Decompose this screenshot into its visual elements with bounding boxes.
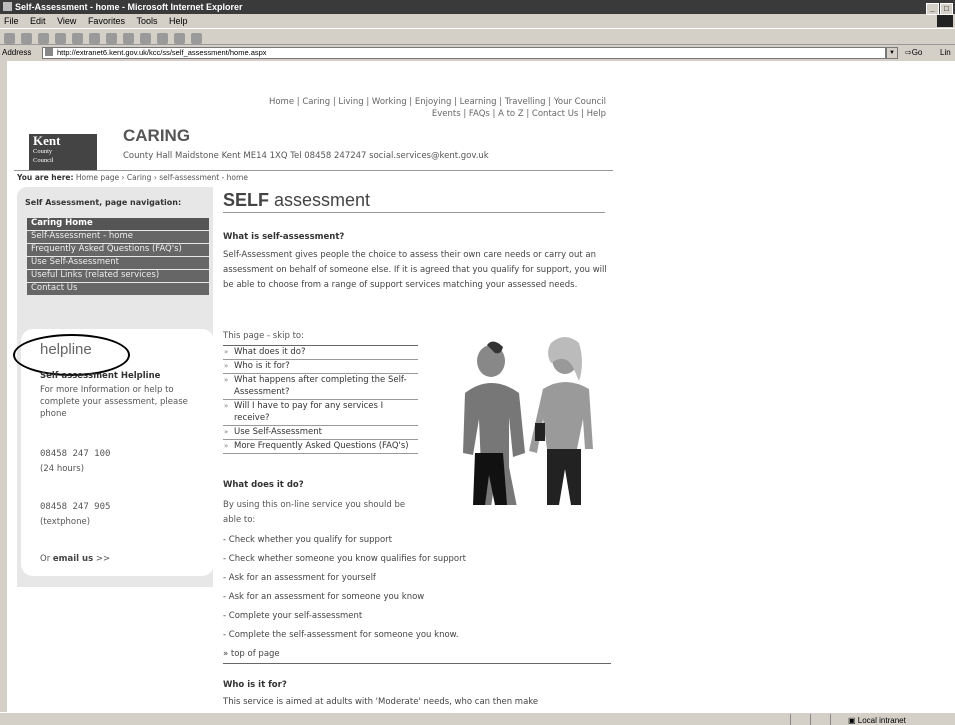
capability-item: - Ask for an assessment for someone you know	[223, 592, 425, 602]
nav-self-assessment-home[interactable]: Self-Assessment - home	[27, 231, 209, 244]
address-label: Address	[2, 48, 32, 57]
go-button[interactable]: ⇨Go	[905, 48, 923, 57]
address-bar	[0, 45, 955, 60]
what-does-text: By using this on-line service you should be able to:	[223, 500, 406, 525]
status-divider	[810, 714, 811, 725]
print-icon[interactable]	[157, 33, 168, 44]
who-is-it-for-heading: Who is it for?	[223, 680, 287, 690]
what-is-heading: What is self-assessment?	[223, 232, 345, 242]
nav-caring-home[interactable]: Caring Home	[27, 218, 209, 231]
section-title: CARING	[123, 126, 191, 145]
ie-icon	[3, 2, 12, 11]
nav-useful-links[interactable]: Useful Links (related services)	[27, 270, 209, 283]
menu-view[interactable]: View	[57, 16, 77, 26]
go-label: Go	[911, 48, 923, 57]
helpline-title: Self assessment Helpline	[40, 371, 161, 381]
zone-label: Local intranet	[857, 716, 906, 725]
page-navigation	[27, 218, 209, 296]
address-input[interactable]	[42, 47, 886, 59]
email-prefix: Or	[40, 554, 53, 564]
back-icon[interactable]	[4, 33, 15, 44]
menu-bar	[0, 14, 955, 29]
contact-address: County Hall Maidstone Kent ME14 1XQ Tel 08458 247247 social.services@kent.gov.uk	[123, 151, 489, 161]
skip-link[interactable]: » Will I have to pay for any services I receive?	[223, 400, 418, 426]
status-bar	[0, 712, 955, 725]
capability-item: - Ask for an assessment for yourself	[223, 573, 376, 583]
people-photo	[439, 333, 611, 505]
page-title-rest: assessment	[269, 190, 371, 210]
email-link-text[interactable]: email us	[52, 554, 94, 564]
breadcrumb-label: You are here:	[17, 173, 74, 182]
skip-link[interactable]: » What happens after completing the Self-Assessment?	[223, 374, 418, 400]
top-navigation[interactable]: Home | Caring | Living | Working | Enjoying | Learning | Travelling | Your Council	[268, 97, 606, 107]
zone-indicator: ▣ Local intranet	[848, 716, 906, 725]
window-title: Self-Assessment - home - Microsoft Internet Explorer	[15, 2, 243, 12]
minimize-button[interactable]: _	[926, 3, 939, 15]
skip-link[interactable]: » What does it do?	[223, 346, 418, 360]
what-does-heading: What does it do?	[223, 480, 304, 490]
skip-to-label: This page - skip to:	[223, 331, 304, 341]
breadcrumb	[17, 173, 248, 182]
status-divider	[830, 714, 831, 725]
capability-item: - Complete your self-assessment	[223, 611, 363, 621]
nav-faqs[interactable]: Frequently Asked Questions (FAQ's)	[27, 244, 209, 257]
helpline-phone-1: 08458 247 100	[40, 449, 111, 459]
logo-council-text: Council	[33, 157, 54, 164]
breadcrumb-path[interactable]: Home page › Caring › self-assessment - home	[73, 173, 248, 182]
nav-use-self-assessment[interactable]: Use Self-Assessment	[27, 257, 209, 270]
skip-link[interactable]: » Use Self-Assessment	[223, 426, 418, 440]
logo-kent-text: Kent	[33, 133, 61, 148]
capability-item: - Complete the self-assessment for someone you know.	[223, 630, 459, 640]
address-dropdown-icon[interactable]: ▼	[886, 47, 898, 59]
menu-favorites[interactable]: Favorites	[87, 16, 125, 26]
status-divider	[790, 714, 791, 725]
links-button[interactable]: Lin	[940, 48, 951, 57]
header-divider	[14, 170, 613, 171]
helpline-phone-2-note: (textphone)	[40, 517, 91, 527]
page-navigation-title: Self Assessment, page navigation:	[25, 198, 182, 207]
page-title	[223, 190, 370, 211]
maximize-button[interactable]: □	[940, 3, 953, 15]
section-divider	[223, 663, 611, 664]
toolbar	[0, 29, 955, 45]
helpline-highlight-ellipse	[13, 334, 130, 376]
window-controls	[925, 1, 953, 15]
menu-edit[interactable]: Edit	[30, 16, 46, 26]
capability-item: - Check whether you qualify for support	[223, 535, 392, 545]
edit-icon[interactable]	[174, 33, 185, 44]
discuss-icon[interactable]	[191, 33, 202, 44]
menu-tools[interactable]: Tools	[136, 16, 158, 26]
helpline-heading: helpline	[40, 341, 92, 358]
stop-icon[interactable]	[38, 33, 49, 44]
refresh-icon[interactable]	[55, 33, 66, 44]
home-icon[interactable]	[72, 33, 83, 44]
helpline-phone-2: 08458 247 905	[40, 502, 111, 512]
skip-to-list	[223, 345, 418, 454]
favorites-icon[interactable]	[106, 33, 117, 44]
kent-county-council-logo[interactable]	[29, 134, 97, 170]
skip-link[interactable]: » Who is it for?	[223, 360, 418, 374]
menu-file[interactable]: File	[4, 16, 19, 26]
nav-contact-us[interactable]: Contact Us	[27, 283, 209, 296]
capability-item: - Check whether someone you know qualifies for support	[223, 554, 466, 564]
what-is-paragraph: Self-Assessment gives people the choice to assess their own care needs or carry out an assessment on behalf of someone else. If it is agreed that you qualify for support, you will be able to choose from a range of support services matching your assessed needs.	[223, 250, 607, 290]
helpline-phone-1-note: (24 hours)	[40, 464, 85, 474]
title-bar	[0, 0, 955, 14]
secondary-navigation[interactable]: Events | FAQs | A to Z | Contact Us | Help	[431, 109, 606, 119]
top-of-page-link[interactable]: » top of page	[223, 649, 280, 659]
page-content	[7, 61, 955, 712]
title-underline	[223, 212, 605, 213]
search-icon[interactable]	[89, 33, 100, 44]
skip-link[interactable]: » More Frequently Asked Questions (FAQ's)	[223, 440, 418, 454]
email-suffix: >>	[93, 554, 111, 564]
history-icon[interactable]	[123, 33, 134, 44]
email-us-link[interactable]	[40, 554, 110, 564]
mail-icon[interactable]	[140, 33, 151, 44]
address-url: http://extranet6.kent.gov.uk/kcc/ss/self_assessment/home.aspx	[57, 48, 267, 57]
forward-icon[interactable]	[21, 33, 32, 44]
logo-county-text: County	[33, 148, 53, 155]
page-icon	[45, 48, 53, 56]
helpline-text: For more Information or help to complete your assessment, please phone	[40, 385, 188, 419]
menu-help[interactable]: Help	[169, 16, 188, 26]
who-is-it-for-text: This service is aimed at adults with 'Moderate' needs, who can then make	[223, 697, 539, 707]
page-title-bold: SELF	[223, 190, 270, 210]
windows-logo-icon	[937, 15, 953, 27]
